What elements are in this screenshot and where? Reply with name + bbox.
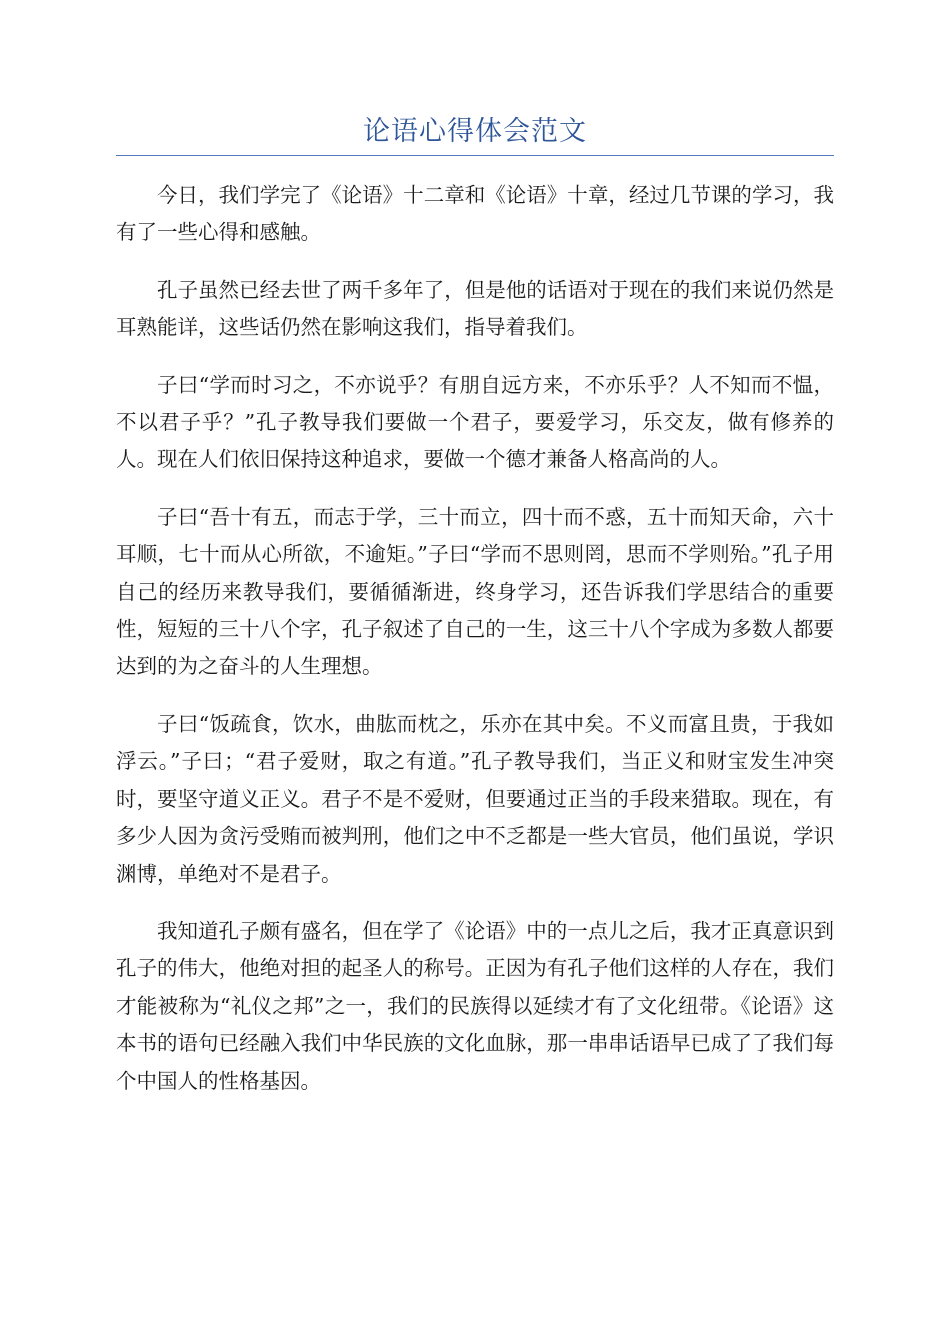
paragraph-3: 子曰“学而时习之，不亦说乎？有朋自远方来，不亦乐乎？人不知而不愠，不以君子乎？”孔子教导我们要做一个君子，要爱学习，乐交友，做有修养的人。现在人们依旧保持这种追求，要做一个德才兼备人格高尚的人。 [116,372,834,472]
document-body [116,177,834,1120]
paragraph-1: 今日，我们学完了《论语》十二章和《论语》十章，经过几节课的学习，我有了一些心得和感触。 [116,183,834,245]
paragraph-4: 子曰“吾十有五，而志于学，三十而立，四十而不惑，五十而知天命，六十耳顺，七十而从心所欲，不逾矩。”子曰“学而不思则罔，思而不学则殆。”孔子用自己的经历来教导我们，要循循渐进，终身学习，还告诉我们学思结合的重要性，短短的三十八个字，孔子叙述了自己的一生，这三十八个字成为多数人都要达到的为之奋斗的人生理想。 [116,504,834,679]
paragraph-5: 子曰“饭疏食，饮水，曲肱而枕之，乐亦在其中矣。不义而富且贵，于我如浮云。”子曰；“君子爱财，取之有道。”孔子教导我们，当正义和财宝发生冲突时，要坚守道义正义。君子不是不爱财，但要通过正当的手段来猎取。现在，有多少人因为贪污受贿而被判刑，他们之中不乏都是一些大官员，他们虽说，学识渊博，单绝对不是君子。 [116,711,834,886]
document-title: 论语心得体会范文 [363,116,587,147]
title-underline [116,155,834,156]
paragraph-2: 孔子虽然已经去世了两千多年了，但是他的话语对于现在的我们来说仍然是耳熟能详，这些话仍然在影响这我们，指导着我们。 [116,277,834,340]
paragraph-6: 我知道孔子颇有盛名，但在学了《论语》中的一点儿之后，我才正真意识到孔子的伟大，他绝对担的起圣人的称号。正因为有孔子他们这样的人存在，我们才能被称为“礼仪之邦”之一，我们的民族得以延续才有了文化纽带。《论语》这本书的语句已经融入我们中华民族的文化血脉，那一串串话语早已成了了我们每个中国人的性格基因。 [116,918,834,1093]
